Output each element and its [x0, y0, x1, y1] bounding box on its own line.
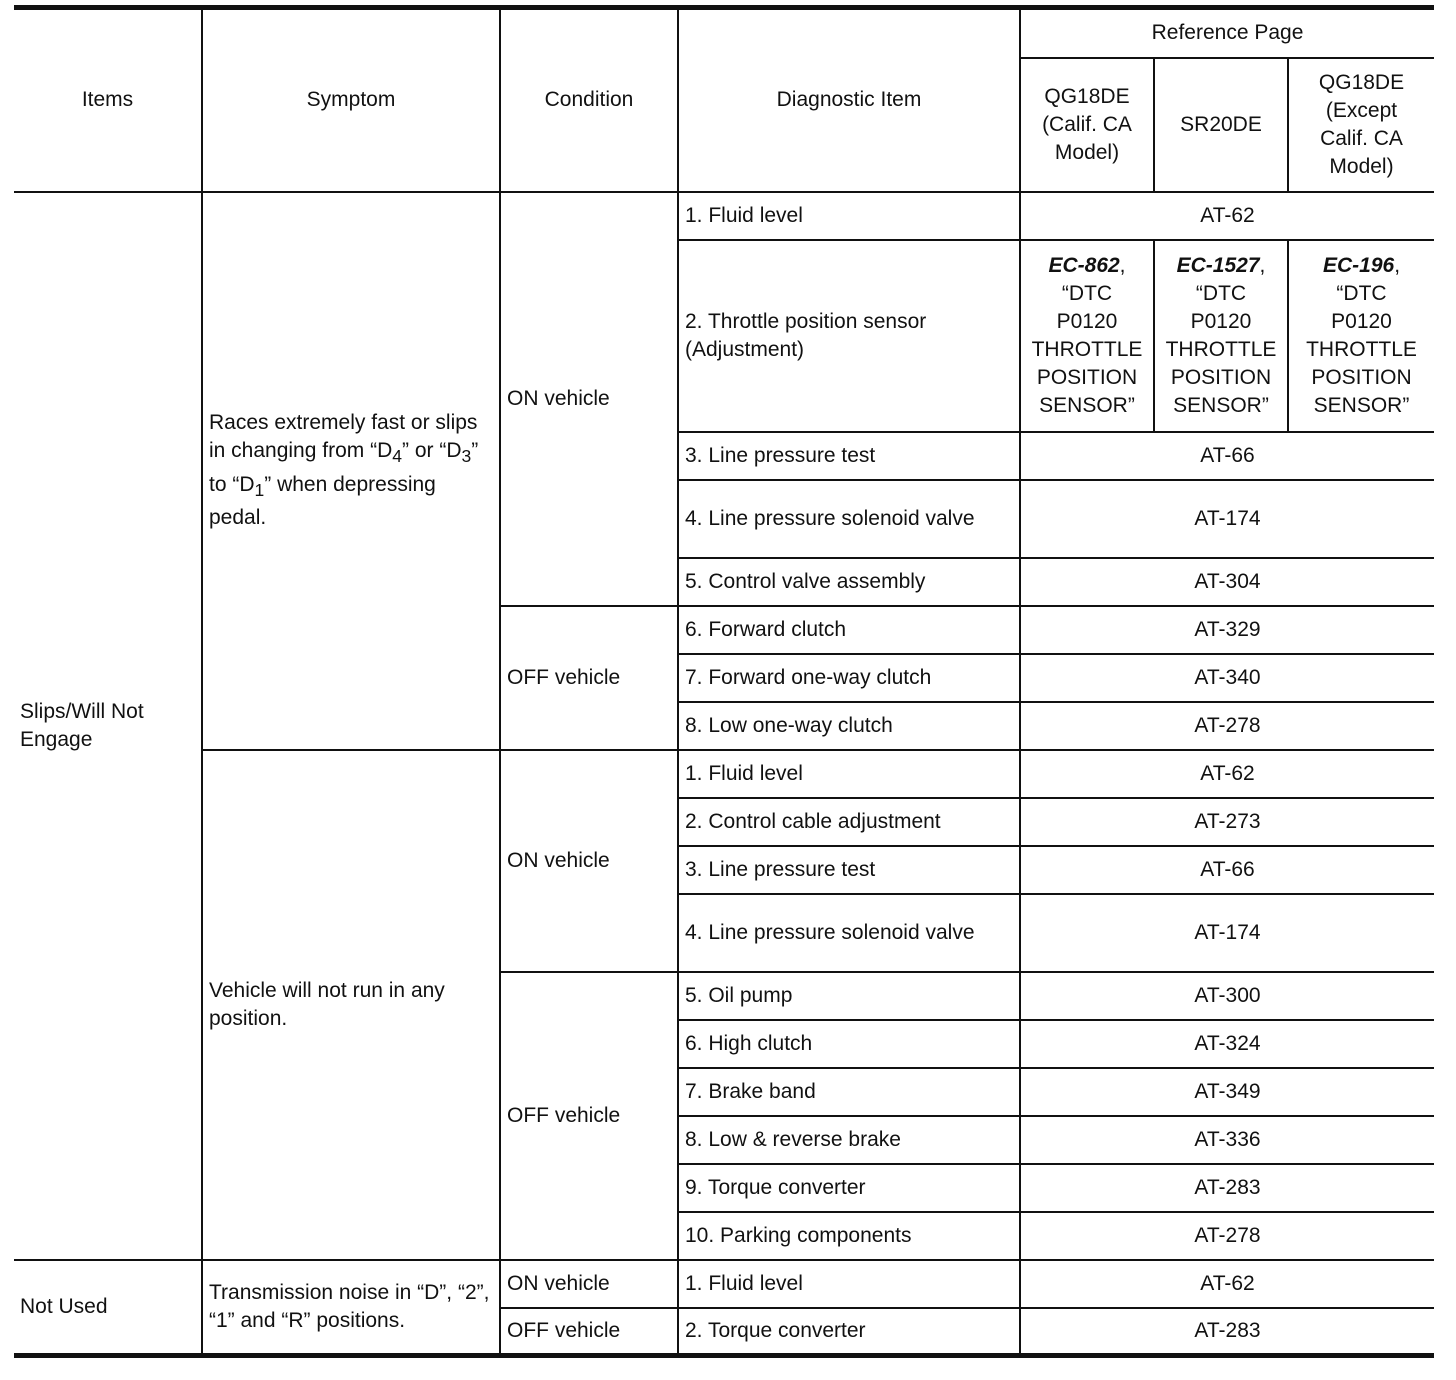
diagnostic-item: 1. Fluid level: [678, 1260, 1020, 1308]
ref-desc-line: POSITION: [1170, 365, 1272, 389]
symptom-noise: Transmission noise in “D”, “2”, “1” and “R” positions.: [202, 1260, 500, 1356]
diagnostic-item: 3. Line pressure test: [678, 846, 1020, 894]
condition-off-vehicle: OFF vehicle: [500, 1308, 678, 1356]
reference-tps-engine-1: [1020, 240, 1154, 432]
ref-desc-line: THROTTLE: [1031, 337, 1143, 361]
ref-separator: ,: [1259, 253, 1266, 277]
diagnostic-item: 3. Line pressure test: [678, 432, 1020, 480]
diagnostic-item: 7. Forward one-way clutch: [678, 654, 1020, 702]
reference-tps-engine-2: [1154, 240, 1288, 432]
condition-off-vehicle: OFF vehicle: [500, 972, 678, 1260]
reference-page: AT-329: [1020, 606, 1434, 654]
diagnostic-item: 7. Brake band: [678, 1068, 1020, 1116]
header-engine-3-line: (Except: [1325, 98, 1398, 122]
header-diagnostic-item: Diagnostic Item: [678, 8, 1020, 192]
reference-page: AT-349: [1020, 1068, 1434, 1116]
diagnostic-item: 6. Forward clutch: [678, 606, 1020, 654]
ref-page-line: [1161, 252, 1281, 280]
symptom-races: [202, 192, 500, 750]
reference-page: AT-62: [1020, 750, 1434, 798]
symptom-races-subscript: 4: [392, 446, 403, 467]
ref-desc-line: “DTC: [1336, 281, 1387, 305]
diagnostic-item: 2. Throttle position sensor (Adjustment): [678, 240, 1020, 432]
condition-off-vehicle: OFF vehicle: [500, 606, 678, 750]
condition-on-vehicle: ON vehicle: [500, 192, 678, 606]
ref-page-number: EC-196: [1322, 253, 1395, 277]
diagnostic-item: 6. High clutch: [678, 1020, 1020, 1068]
ref-page-line: [1027, 252, 1147, 280]
ref-desc-line: SENSOR”: [1313, 393, 1410, 417]
diagnostic-item: 5. Oil pump: [678, 972, 1020, 1020]
header-engine-3: [1288, 58, 1434, 192]
group-label-slips: Slips/Will Not Engage: [14, 192, 202, 1260]
symptom-races-text: “D: [370, 439, 393, 463]
reference-page: AT-283: [1020, 1308, 1434, 1356]
table-row: [14, 192, 1434, 240]
condition-on-vehicle: ON vehicle: [500, 750, 678, 972]
header-engine-3-line: Calif. CA: [1320, 126, 1403, 150]
diagnostic-item: 9. Torque converter: [678, 1164, 1020, 1212]
ref-desc-line: THROTTLE: [1165, 337, 1277, 361]
condition-on-vehicle: ON vehicle: [500, 1260, 678, 1308]
diagnostic-item: 4. Line pressure solenoid valve: [678, 480, 1020, 558]
symptom-will-not-run: Vehicle will not run in any position.: [202, 750, 500, 1260]
ref-desc-line: “DTC: [1061, 281, 1113, 305]
ref-desc-line: P0120: [1190, 309, 1252, 333]
group-label-not-used: Not Used: [14, 1260, 202, 1356]
header-engine-3-line: Model): [1329, 154, 1394, 178]
symptom-races-text: ” to “D: [209, 439, 479, 496]
header-engine-2: SR20DE: [1154, 58, 1288, 192]
diagnostic-item: 1. Fluid level: [678, 192, 1020, 240]
diagnostic-item: 8. Low one-way clutch: [678, 702, 1020, 750]
header-items: Items: [14, 8, 202, 192]
symptom-races-text: ” when depressing pedal.: [209, 472, 436, 529]
diagnostic-item: 5. Control valve assembly: [678, 558, 1020, 606]
reference-page: AT-283: [1020, 1164, 1434, 1212]
reference-page: AT-66: [1020, 846, 1434, 894]
ref-desc-line: SENSOR”: [1173, 393, 1269, 417]
ref-desc-line: SENSOR”: [1039, 393, 1135, 417]
header-engine-1-line: (Calif. CA: [1042, 112, 1132, 136]
diagnostic-item: 2. Torque converter: [678, 1308, 1020, 1356]
header-symptom: Symptom: [202, 8, 500, 192]
symptom-races-subscript: 3: [461, 446, 472, 467]
ref-page-number: EC-862: [1048, 253, 1120, 277]
ref-page-number: EC-1527: [1176, 253, 1260, 277]
reference-page: AT-304: [1020, 558, 1434, 606]
header-engine-1-line: QG18DE: [1044, 84, 1130, 108]
reference-page: AT-336: [1020, 1116, 1434, 1164]
ref-page-line: [1295, 252, 1428, 280]
diagnostic-item: 4. Line pressure solenoid valve: [678, 894, 1020, 972]
ref-desc-line: P0120: [1331, 309, 1392, 333]
ref-separator: ,: [1394, 253, 1401, 277]
symptom-races-text: Races extremely fast or slips in changing from: [209, 411, 478, 463]
reference-page: AT-62: [1020, 192, 1434, 240]
ref-desc-line: POSITION: [1311, 365, 1412, 389]
diagnostic-item: 1. Fluid level: [678, 750, 1020, 798]
ref-desc-line: THROTTLE: [1306, 337, 1417, 361]
ref-desc-line: “DTC: [1195, 281, 1247, 305]
reference-page: AT-278: [1020, 702, 1434, 750]
reference-page: AT-273: [1020, 798, 1434, 846]
ref-desc-line: POSITION: [1036, 365, 1138, 389]
ref-separator: ,: [1119, 253, 1126, 277]
reference-page: AT-174: [1020, 480, 1434, 558]
header-reference-page: Reference Page: [1020, 8, 1434, 58]
symptom-races-subscript: 1: [254, 479, 265, 500]
header-engine-1: [1020, 58, 1154, 192]
diagnostic-item: 10. Parking components: [678, 1212, 1020, 1260]
reference-page: AT-340: [1020, 654, 1434, 702]
ref-desc-line: P0120: [1056, 309, 1118, 333]
reference-page: AT-324: [1020, 1020, 1434, 1068]
diagnostic-item: 2. Control cable adjustment: [678, 798, 1020, 846]
diagnostic-table: [14, 5, 1434, 1358]
reference-page: AT-174: [1020, 894, 1434, 972]
header-row: [14, 8, 1434, 58]
table-row: [14, 1260, 1434, 1308]
symptom-races-text: ” or “D: [402, 439, 462, 463]
header-condition: Condition: [500, 8, 678, 192]
reference-page: AT-300: [1020, 972, 1434, 1020]
header-engine-1-line: Model): [1054, 140, 1120, 164]
reference-tps-engine-3: [1288, 240, 1434, 432]
reference-page: AT-278: [1020, 1212, 1434, 1260]
header-engine-3-line: QG18DE: [1318, 70, 1405, 94]
table-row: [14, 750, 1434, 798]
reference-page: AT-62: [1020, 1260, 1434, 1308]
reference-page: AT-66: [1020, 432, 1434, 480]
diagnostic-item: 8. Low & reverse brake: [678, 1116, 1020, 1164]
